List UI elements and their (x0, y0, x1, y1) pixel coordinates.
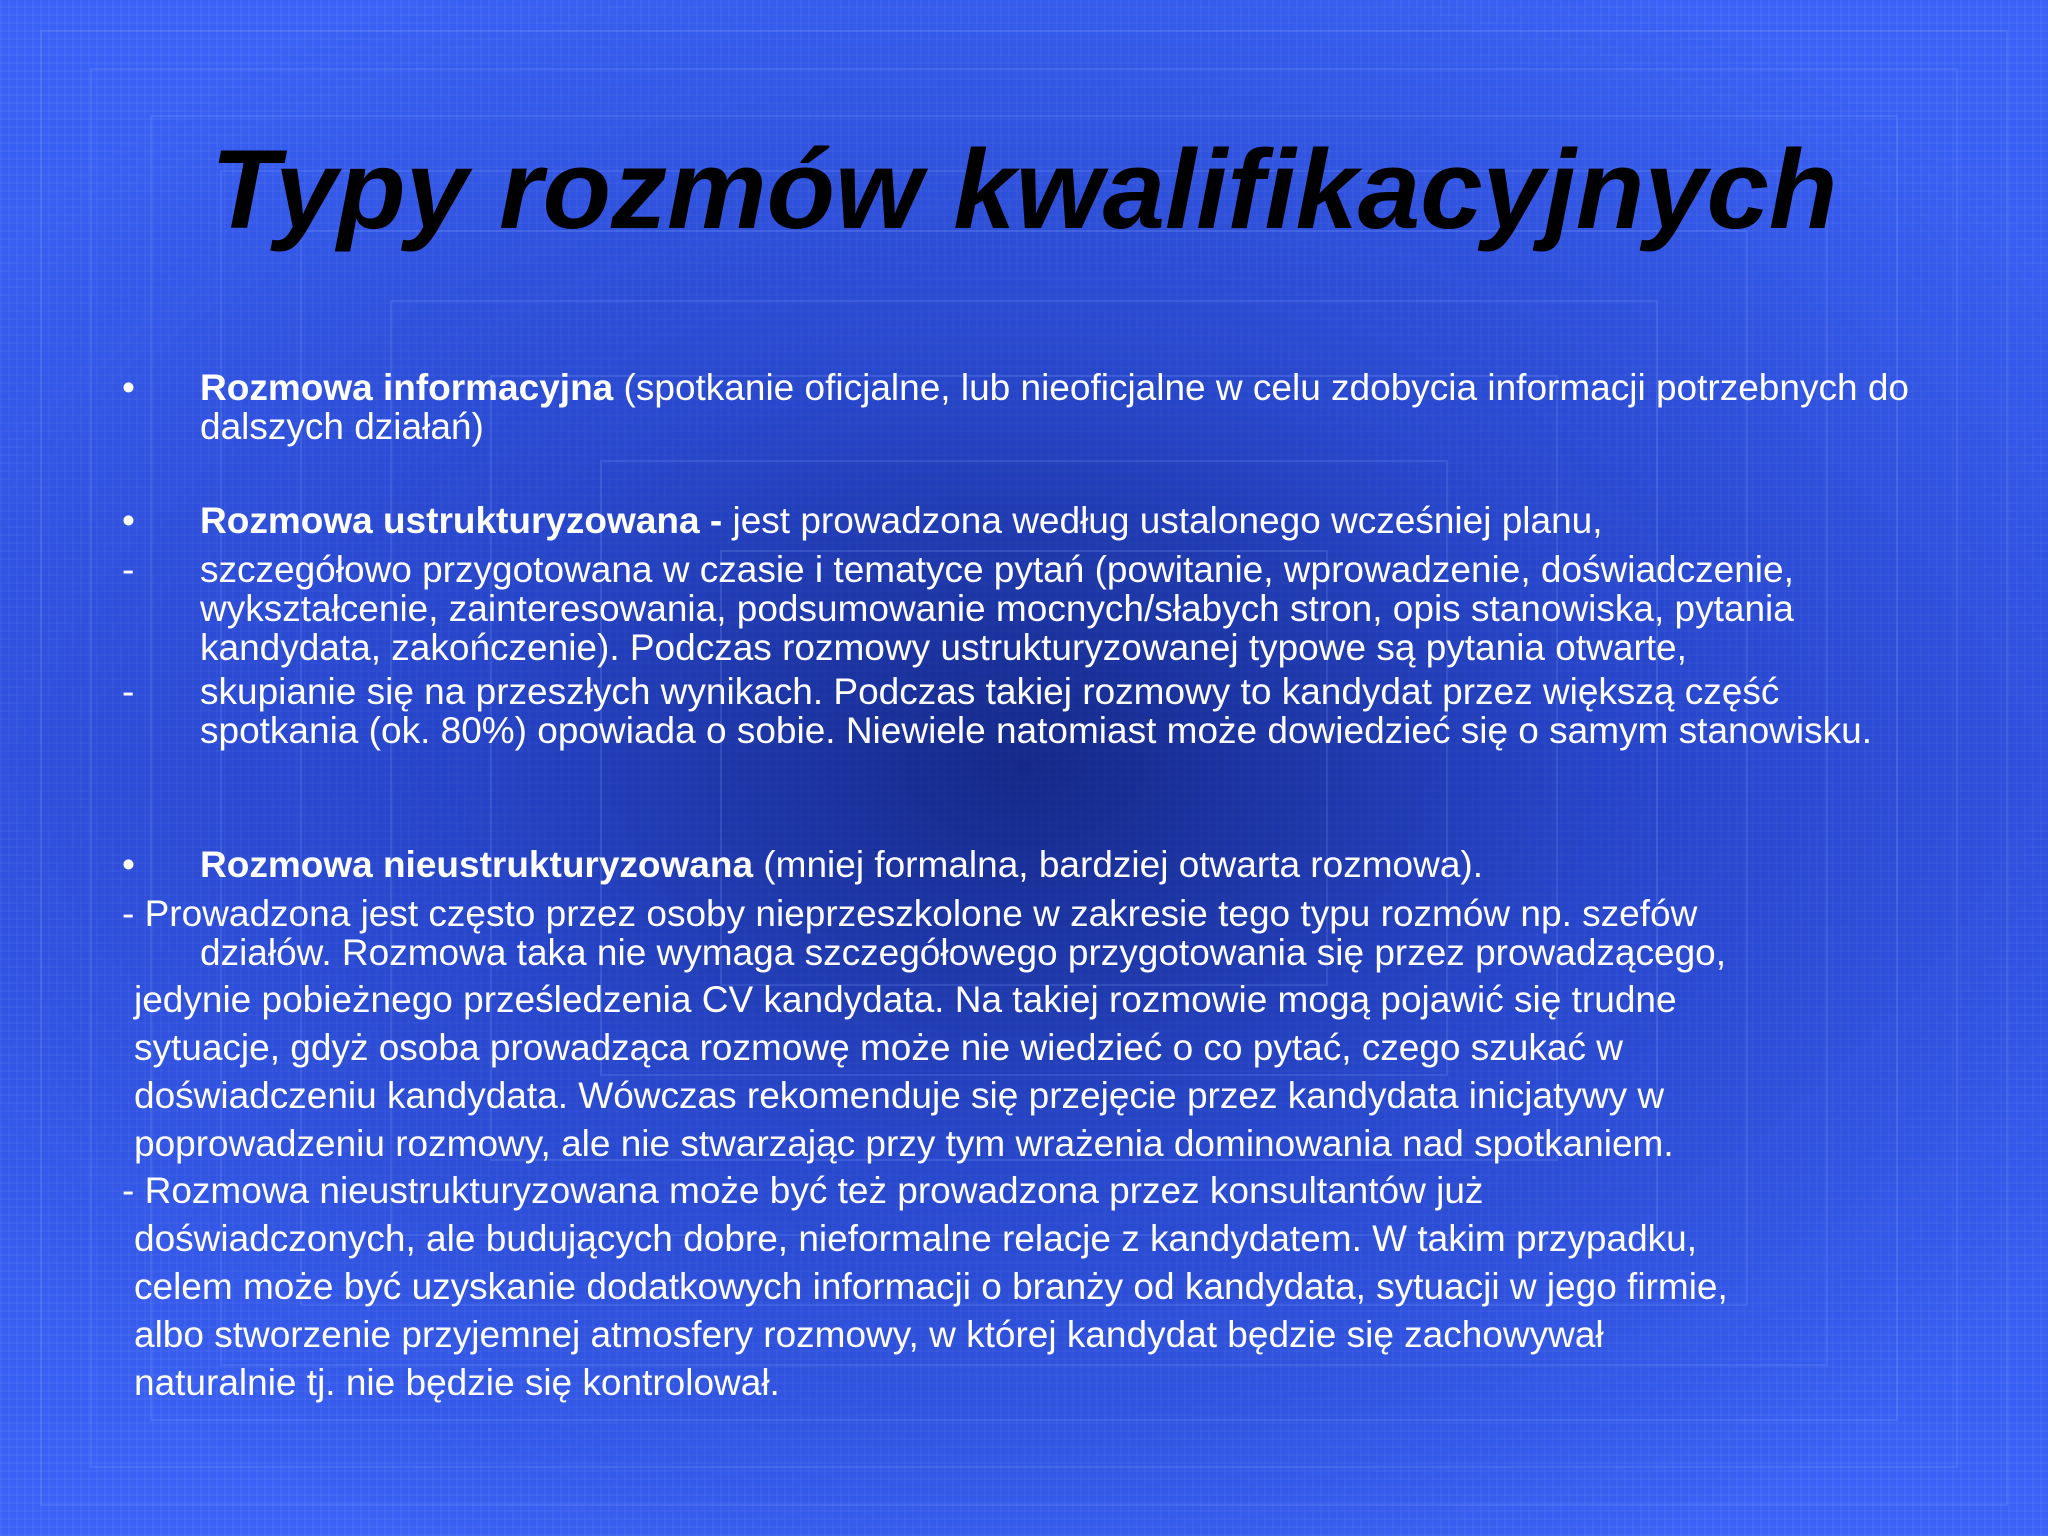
item-heading: Rozmowa informacyjna (200, 367, 614, 408)
paragraph-line: działów. Rozmowa taka nie wymaga szczegółowego przygotowania się przez prowadzącego, (200, 932, 1727, 973)
item-text: szczegółowo przygotowana w czasie i tematyce pytań (powitanie, wprowadzenie, doświadczenie, wykształcenie, zainteresowania, podsumowanie mocnych/słabych stron, opis stanowiska, pytania kandydata, zakończenie). Podczas rozmowy ustrukturyzowanej typowe są pytania otwarte, (200, 549, 1794, 668)
paragraph-line: poprowadzeniu rozmowy, ale nie stwarzając przy tym wrażenia dominowania nad spotkaniem. (134, 1123, 1674, 1164)
item-text: (mniej formalna, bardziej otwarta rozmowa). (753, 844, 1484, 885)
paragraph-line: albo stworzenie przyjemnej atmosfery rozmowy, w której kandydat będzie się zachowywał (134, 1314, 1604, 1355)
bullet-marker: • (122, 500, 135, 541)
item-text: (spotkanie oficjalne, lub nieoficjalne w celu zdobycia informacji potrzebnych do dalszych działań) (200, 367, 1909, 447)
list-item (200, 550, 1940, 667)
item-heading: Rozmowa nieustrukturyzowana (200, 844, 754, 885)
paragraph-line: doświadczeniu kandydata. Wówczas rekomenduje się przejęcie przez kandydata inicjatywy w (134, 1075, 1665, 1116)
list-item (200, 368, 1940, 446)
paragraph-line: sytuacje, gdyż osoba prowadząca rozmowę może nie wiedzieć o co pytać, czego szukać w (134, 1027, 1623, 1068)
item-text: jest prowadzona według ustalonego wcześniej planu, (722, 500, 1603, 541)
list-item (200, 845, 1940, 884)
item-heading: Rozmowa ustrukturyzowana - (200, 500, 723, 541)
paragraph-line: naturalnie tj. nie będzie się kontrolował. (134, 1362, 780, 1403)
paragraph-line: jedynie pobieżnego prześledzenia CV kandydata. Na takiej rozmowie mogą pojawić się trudne (134, 979, 1677, 1020)
paragraph-line: celem może być uzyskanie dodatkowych informacji o branży od kandydata, sytuacji w jego firmie, (134, 1266, 1728, 1307)
list-item (200, 672, 1940, 750)
slide-title: Typy rozmów kwalifikacyjnych (210, 127, 1838, 252)
dash-marker: - (122, 549, 135, 590)
paragraph-line: - Prowadzona jest często przez osoby nieprzeszkolone w zakresie tego typu rozmów np. szefów (122, 893, 1698, 934)
list-item (200, 501, 1940, 540)
dash-marker: - (122, 671, 135, 712)
paragraph-line: doświadczonych, ale budujących dobre, nieformalne relacje z kandydatem. W takim przypadku, (134, 1218, 1698, 1259)
bullet-marker: • (122, 844, 135, 885)
paragraph-line: - Rozmowa nieustrukturyzowana może być też prowadzona przez konsultantów już (122, 1170, 1484, 1211)
item-text: skupianie się na przeszłych wynikach. Podczas takiej rozmowy to kandydat przez większą część spotkania (ok. 80%) opowiada o sobie. Niewiele natomiast może dowiedzieć się o samym stanowisku. (200, 671, 1872, 751)
bullet-marker: • (122, 367, 135, 408)
